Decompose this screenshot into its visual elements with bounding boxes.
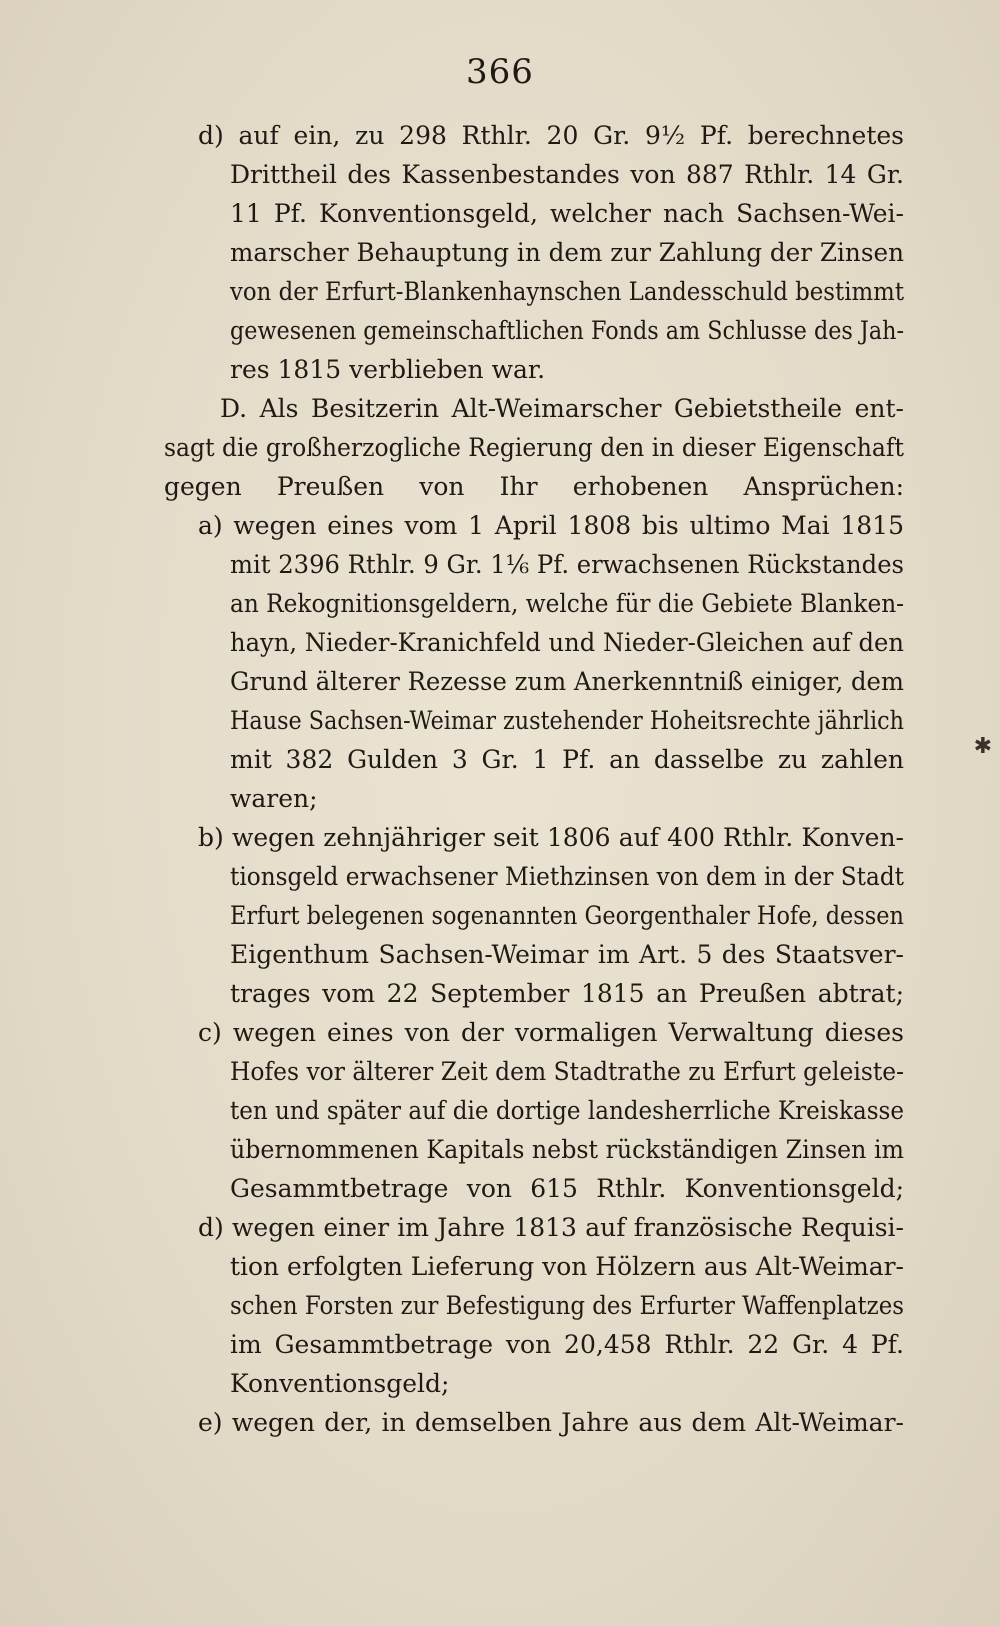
text-line: Hofes vor älterer Zeit dem Stadtrathe zu Erfurt geleiste- — [230, 1057, 904, 1086]
text-line: gewesenen gemeinschaftlichen Fonds am Schlusse des Jah- — [230, 316, 904, 345]
text-line: Hause Sachsen-Weimar zustehender Hoheitsrechte jährlich — [230, 706, 904, 735]
text-line: von der Erfurt-Blankenhaynschen Landesschuld bestimmt — [230, 277, 904, 306]
text-line: res 1815 verblieben war. — [230, 355, 546, 384]
text-line: Gesammtbetrage von 615 Rthlr. Konventionsgeld; — [230, 1174, 904, 1203]
text-line: gegen Preußen von Ihr erhobenen Ansprüchen: — [164, 472, 904, 501]
text-line: trages vom 22 September 1815 an Preußen abtrat; — [230, 979, 904, 1008]
text-line: marscher Behauptung in dem zur Zahlung der Zinsen — [230, 238, 904, 267]
text-line: hayn, Nieder-Kranichfeld und Nieder-Gleichen auf den — [230, 628, 904, 657]
ink-speck-mark: ✱ — [973, 734, 992, 759]
text-line: tion erfolgten Lieferung von Hölzern aus Alt-Weimar- — [230, 1252, 904, 1281]
text-line: c) wegen eines von der vormaligen Verwaltung dieses — [198, 1018, 904, 1047]
text-line: Erfurt belegenen sogenannten Georgenthaler Hofe, dessen — [230, 901, 904, 930]
text-line: b) wegen zehnjähriger seit 1806 auf 400 Rthlr. Konven- — [198, 823, 904, 852]
text-line: Eigenthum Sachsen-Weimar im Art. 5 des Staatsver- — [230, 940, 904, 969]
text-line: Drittheil des Kassenbestandes von 887 Rthlr. 14 Gr. — [230, 160, 904, 189]
text-line: mit 382 Gulden 3 Gr. 1 Pf. an dasselbe zu zahlen — [230, 745, 904, 774]
text-line: 11 Pf. Konventionsgeld, welcher nach Sachsen-Wei- — [230, 199, 904, 228]
text-line: tionsgeld erwachsener Miethzinsen von dem in der Stadt — [230, 862, 904, 891]
body-text — [164, 116, 904, 1442]
text-line: übernommenen Kapitals nebst rückständigen Zinsen im — [230, 1135, 904, 1164]
text-line: im Gesammtbetrage von 20,458 Rthlr. 22 Gr. 4 Pf. — [230, 1330, 904, 1359]
text-line: d) auf ein, zu 298 Rthlr. 20 Gr. 9½ Pf. berechnetes — [198, 121, 904, 150]
text-line: ten und später auf die dortige landesherrliche Kreiskasse — [230, 1096, 904, 1125]
text-line: an Rekognitionsgeldern, welche für die Gebiete Blanken- — [230, 589, 904, 618]
text-line: D. Als Besitzerin Alt-Weimarscher Gebietstheile ent- — [220, 394, 904, 423]
text-line: mit 2396 Rthlr. 9 Gr. 1⅙ Pf. erwachsenen Rückstandes — [230, 550, 904, 579]
text-line: Konventionsgeld; — [230, 1369, 450, 1398]
text-line: a) wegen eines vom 1 April 1808 bis ultimo Mai 1815 — [198, 511, 904, 540]
text-line: Grund älterer Rezesse zum Anerkenntniß einiger, dem — [230, 667, 904, 696]
text-line: sagt die großherzogliche Regierung den in dieser Eigenschaft — [164, 433, 904, 462]
page-number: 366 — [466, 52, 534, 92]
text-line: schen Forsten zur Befestigung des Erfurter Waffenplatzes — [230, 1291, 904, 1320]
text-line: waren; — [230, 784, 318, 813]
text-line: d) wegen einer im Jahre 1813 auf französische Requisi- — [198, 1213, 904, 1242]
text-line: e) wegen der, in demselben Jahre aus dem Alt-Weimar- — [198, 1408, 904, 1437]
